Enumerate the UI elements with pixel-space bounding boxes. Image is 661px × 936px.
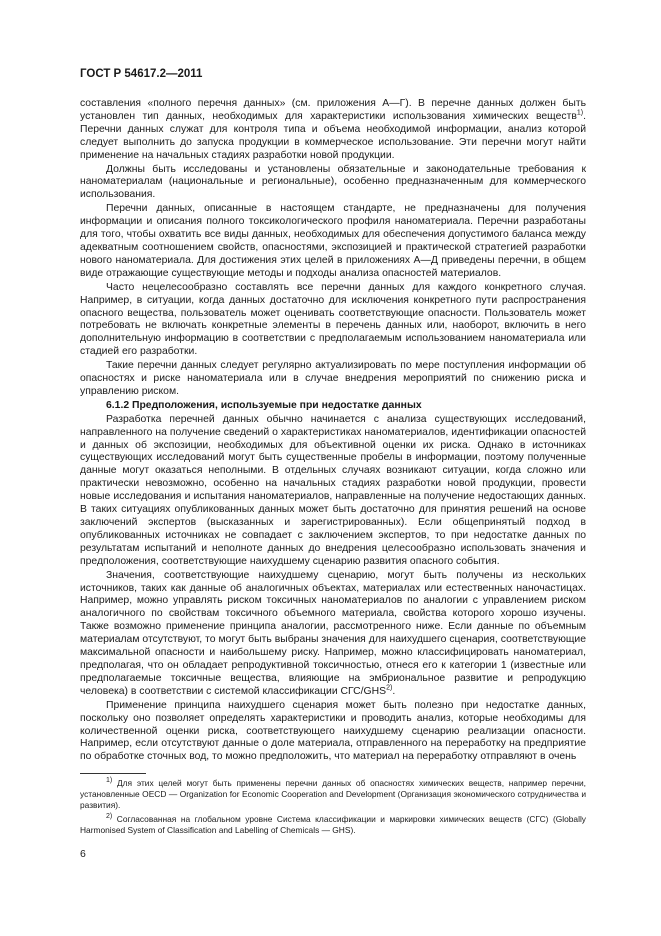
paragraph: Часто нецелесообразно составлять все перечни данных для каждого конкретного случая. Например, в ситуации, когда данных достаточно для исключения конкретного пути распространения опасного вещества, пользователь может оценивать соответствующие опасности. Пользователь может потребовать не включать конкретные элементы в перечень данных или, наоборот, включить в него дополнительную информацию в соответствии с предполагаемым использованием наноматериала или стадией его разработки. [80, 281, 586, 358]
footnote-separator [80, 773, 146, 774]
paragraph-continuation: составления «полного перечня данных» (см. приложения А—Г). В перечне данных должен быть установлен тип данных, необходимых для характеристики использования химических веществ$^{1)}$. Перечни данных служат для контроля типа и объема необходимой информации, анализ которой следует выполнить до запуска продукции в коммерческое использование. Эти перечни могут найти применение на начальных стадиях разработки новой продукции. [80, 98, 586, 161]
page-number: 6 [80, 848, 86, 860]
paragraph: Разработка перечней данных обычно начинается с анализа существующих исследований, направленного на получение сведений о характеристиках наноматериалов, идентификации опасностей и данных об экспозиции, необходимых для объективной оценки их риска. Однако в источниках существующих исследований могут быть существенные пробелы в информации, поэтому полученные данные могут оказаться неполными. В отдельных случаях возникают ситуации, когда сложно или практически невозможно, особенно на начальных стадиях разработки новой продукции, провести новые исследования и испытания наноматериалов, направленные на получение недостающих данных. В таких ситуациях опубликованных данных может быть достаточно для принятия решений на основе заключений экспертов (высказанных и зарегистрированных). Если общепринятый подход в опубликованных источниках не совпадает с заключением экспертов, то при недостатке данных по результатам испытаний и неполноте данных до внедрения целесообразно использовать значения и предположения, соответствующие наихудшему сценарию развития опасного события. [80, 413, 586, 567]
footnote-2: $^{2)}$ Согласованная на глобальном уровне Система классификации и маркировки химических веществ (СГС) (Globally Harmonised System of Classification and Labelling of Chemicals — GHS). [80, 813, 586, 836]
section-heading: 6.1.2 Предположения, используемые при недостатке данных [106, 399, 422, 411]
paragraph: Применение принципа наихудшего сценария может быть полезно при недостатке данных, поскольку оно позволяет определять характеристики и проводить анализ, которые необходимы для количественной оценки риска, соответствующего наихудшему сценарию реализации опасности. Например, если отсутствуют данные о доле материала, отправленного на переработку на предприятие по обработке сточных вод, то можно предположить, что материал на переработку отправляют в очень [80, 699, 586, 763]
paragraph: Такие перечни данных следует регулярно актуализировать по мере поступления информации об опасностях и риске наноматериала или в случае внедрения мероприятий по снижению риска и управлению риском. [80, 360, 586, 397]
footnote-1: $^{1)}$ Для этих целей могут быть применены перечни данных об опасностях химических веществ, например перечни, установленные OECD — Organization for Economic Cooperation and Development (Организация экономического сотрудничества и развития). [80, 777, 586, 811]
standard-code-header: ГОСТ Р 54617.2—2011 [80, 68, 203, 80]
paragraph: Перечни данных, описанные в настоящем стандарте, не предназначены для получения информации и описания полного токсикологического профиля наноматериала. Перечни разработаны для того, чтобы охватить все виды данных, необходимых для обеспечения допустимого баланса между адекватным соотношением свойств, опасностями, экспозицией и практической стратегией разработки нового наноматериала. Для достижения этих целей в приложениях А—Д приведены перечни, в общем виде отражающие существующие методы и подходы анализа опасностей материалов. [80, 203, 586, 279]
paragraph: Значения, соответствующие наихудшему сценарию, могут быть получены из нескольких источников, таких как данные об аналогичных объектах, материалах или естественных наночастицах. Например, можно управлять риском токсичных наноматериалов по аналогии с управлением риском аналогичного по свойствам токсичного объемного материала, свойства которого хорошо изучены. Также возможно применение принципа аналогии, рассмотренного ниже. Если данные по объемным материалам отсутствуют, то могут быть выбраны значения для наихудшего сценария, соответствующие максимальной опасности и наибольшему риску. Например, можно классифицировать наноматериал, предполагая, что он обладает репродуктивной токсичностью, отнеся его к категории 1 (известные или предполагаемые токсичные вещества, влияющие на эмбриональное развитие и репродукцию человека) в соответствии с системой классификации СГС/GHS$^{2)}$. [80, 569, 586, 697]
footnote-ref-1: 1) [576, 109, 584, 117]
body-text [80, 98, 586, 765]
footnote-ref-2: 2) [386, 684, 393, 692]
paragraph: Должны быть исследованы и установлены обязательные и законодательные требования к наноматериалам (национальные и региональные), особенно предназначенным для коммерческого использования. [80, 163, 586, 201]
